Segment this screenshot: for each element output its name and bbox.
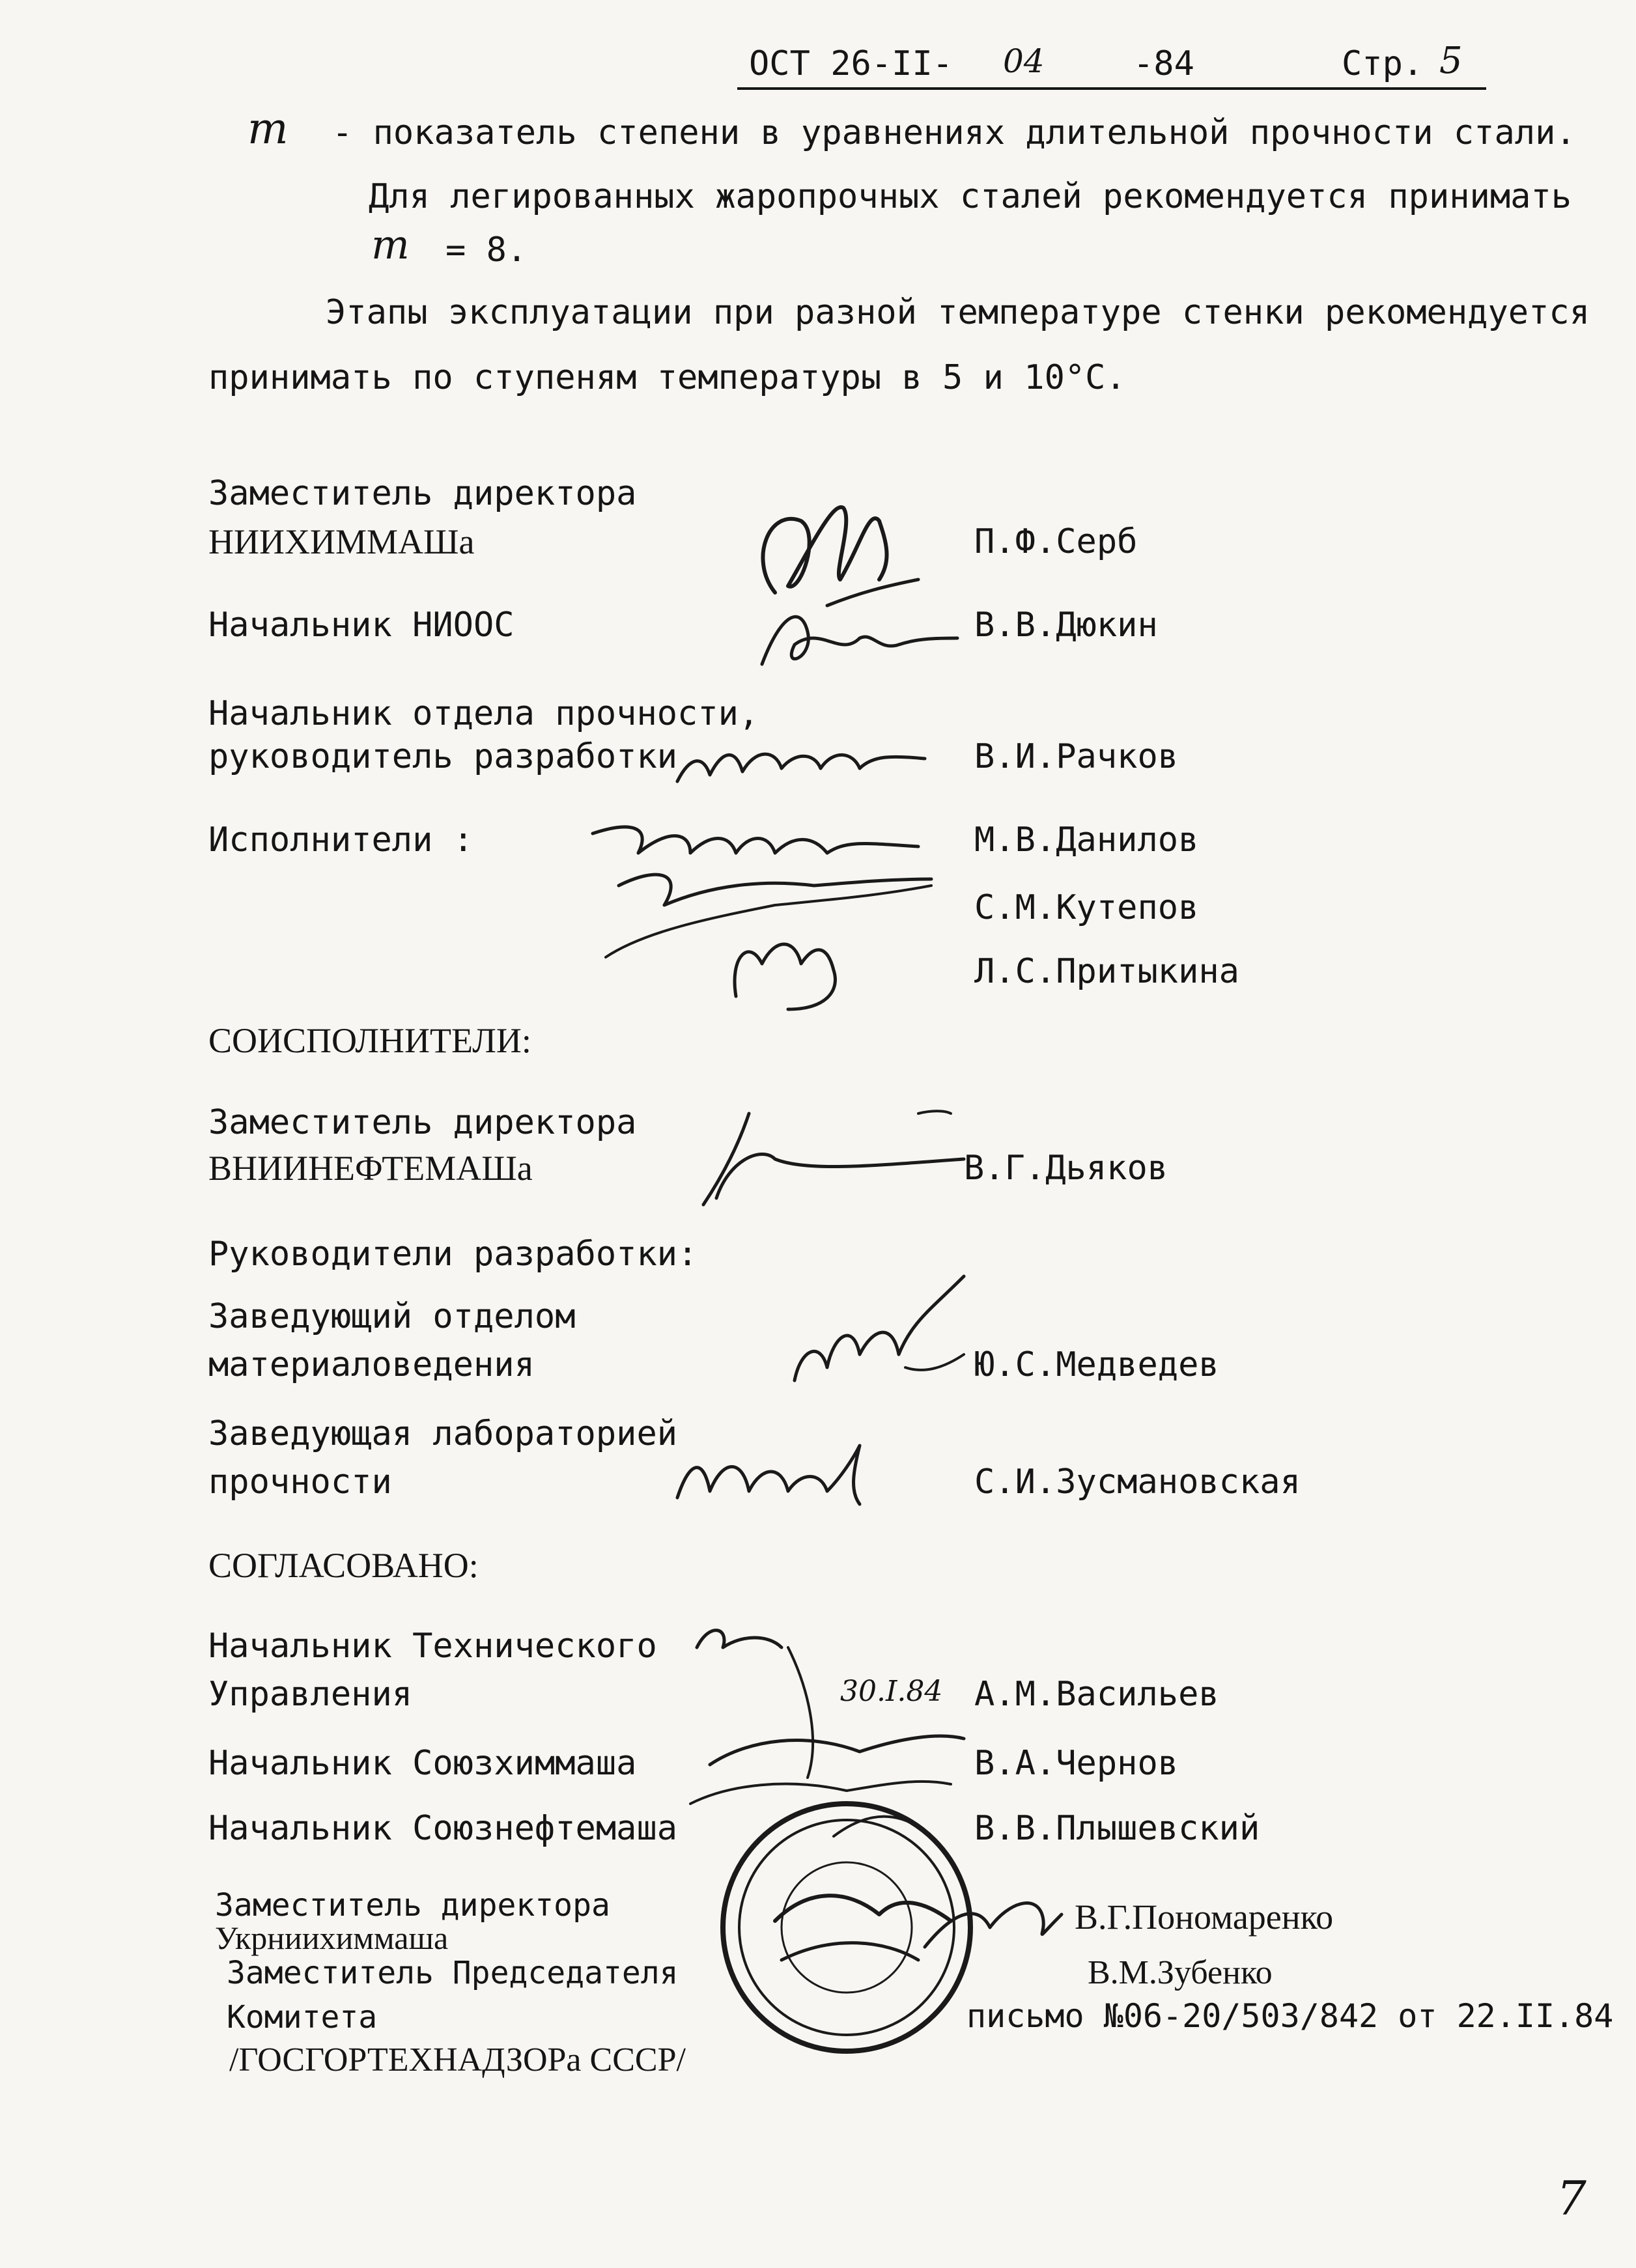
vnii-name: В.Г.Дьяков [964, 1149, 1168, 1188]
signature-dyukin [742, 586, 977, 690]
executors-label: Исполнители : [208, 820, 473, 860]
soyuzkhim-name: В.А.Чернов [974, 1744, 1179, 1783]
signature-medvedev [775, 1270, 996, 1407]
sheet-number-handwritten: 7 [1557, 2171, 1587, 2226]
ukr-org: Укрниихиммаша [215, 1920, 449, 1956]
tech-name: А.М.Васильев [974, 1675, 1219, 1714]
tech-date-handwritten: 30.I.84 [840, 1675, 943, 1708]
m-symbol-value: m [371, 221, 410, 268]
coexecutors-heading: СОИСПОЛНИТЕЛИ: [208, 1021, 531, 1060]
signature-executors [580, 807, 944, 1029]
signature-rachkov [664, 723, 938, 794]
signature-zusmanovskaya [664, 1420, 886, 1517]
materials-title: Заведующий отделом [208, 1297, 576, 1336]
soyuzkhim-title: Начальник Союзхиммаша [208, 1744, 637, 1783]
head-strength-name: В.И.Рачков [974, 737, 1179, 776]
gosgor-title: Заместитель Председателя [227, 1955, 679, 1991]
gosgor-name: В.М.Зубенко [1088, 1954, 1273, 1991]
materials-name: Ю.С.Медведев [974, 1345, 1219, 1384]
deputy-director-org: НИИХИММАШа [208, 522, 475, 561]
m-value: = 8. [445, 231, 528, 270]
head-nioos-name: В.В.Дюкин [974, 606, 1158, 645]
soyuzneft-name: В.В.Плышевский [974, 1809, 1260, 1848]
agreed-heading: СОГЛАСОВАНО: [208, 1546, 479, 1585]
head-strength-role: руководитель разработки [208, 737, 678, 776]
page-label: Стр. [1342, 44, 1424, 83]
gosgor-committee: Комитета [227, 1999, 378, 2036]
lab-title: Заведующая лабораторией [208, 1414, 678, 1453]
m-definition: - показатель степени в уравнениях длительной прочности стали. [332, 113, 1576, 152]
tech-org: Управления [208, 1675, 413, 1714]
deputy-director-name: П.Ф.Серб [974, 522, 1138, 561]
vnii-org: ВНИИНЕФТЕМАШа [208, 1149, 533, 1188]
head-strength-title: Начальник отдела прочности, [208, 694, 759, 733]
leaders-heading: Руководители разработки: [208, 1235, 698, 1274]
header-rule [737, 87, 1486, 90]
alloy-recommendation: Для легированных жаропрочных сталей рекомендуется принимать [369, 177, 1572, 216]
deputy-director-title: Заместитель директора [208, 474, 637, 513]
stages-line-1: Этапы эксплуатации при разной температуре стенки рекомендуется [326, 293, 1590, 332]
materials-dept: материаловедения [208, 1345, 535, 1384]
soyuzneft-title: Начальник Союзнефтемаша [208, 1809, 678, 1848]
standard-code: ОСТ 26-II- [749, 44, 953, 83]
letter-reference: письмо №06-20/503/842 от 22.II.84 [966, 1997, 1614, 2035]
ukr-name: В.Г.Пономаренко [1075, 1897, 1334, 1937]
vnii-title: Заместитель директора [208, 1103, 637, 1142]
standard-year: -84 [1133, 44, 1194, 83]
lab-dept: прочности [208, 1463, 392, 1502]
signature-dyakov [677, 1100, 977, 1211]
page-number-handwritten: 5 [1439, 40, 1463, 82]
executor-name: М.В.Данилов [974, 820, 1199, 860]
executor-name: Л.С.Притыкина [974, 952, 1239, 991]
executor-name: С.М.Кутепов [974, 888, 1199, 927]
standard-number-handwritten: 04 [1003, 42, 1045, 80]
ukr-title: Заместитель директора [215, 1887, 610, 1924]
head-nioos-title: Начальник НИООС [208, 606, 515, 645]
m-symbol: m [247, 104, 289, 154]
signature-ponomarenko [912, 1875, 1081, 1967]
stages-line-2: принимать по ступеням температуры в 5 и 10°С. [208, 358, 1126, 397]
gosgor-org: /ГОСГОРТЕХНАДЗОРа СССР/ [229, 2041, 686, 2079]
tech-title: Начальник Технического [208, 1627, 657, 1666]
lab-name: С.И.Зусмановская [974, 1463, 1301, 1502]
